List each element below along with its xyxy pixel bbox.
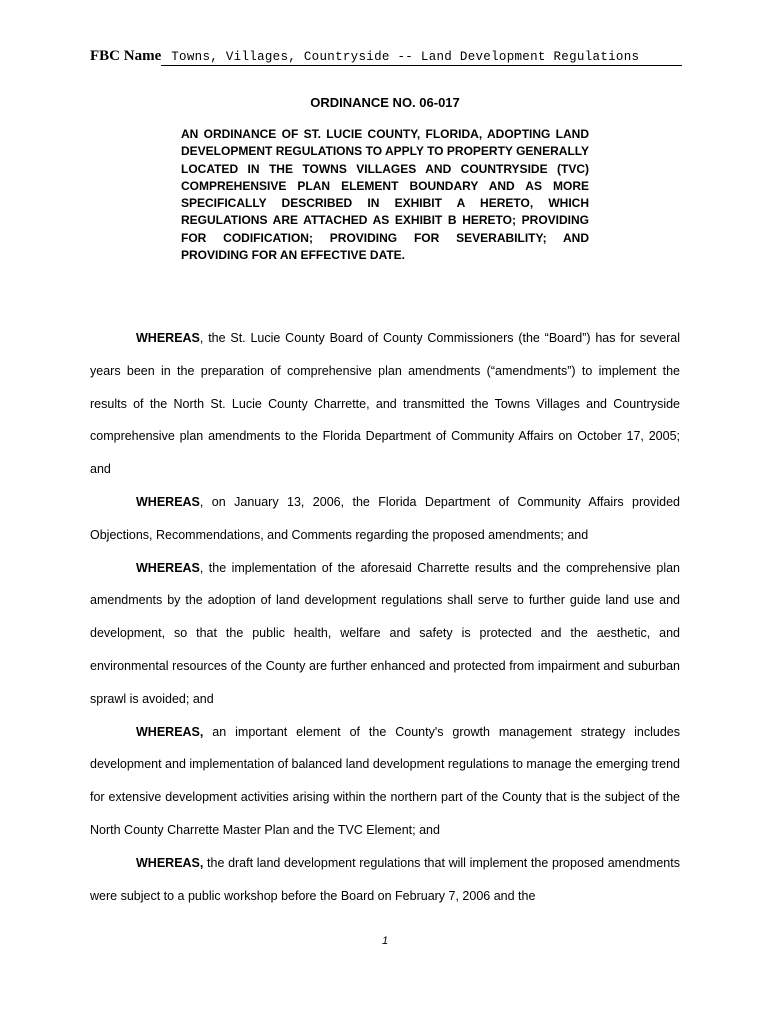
paragraph-lead: WHEREAS (136, 560, 200, 575)
whereas-paragraph (90, 322, 680, 486)
document-header (90, 46, 682, 66)
whereas-paragraph (90, 847, 680, 913)
paragraph-text: an important element of the County's growth management strategy includes development and implementation of balanced land development regulations to manage the emerging trend for extensive development activities arising within the northern part of the County that is the subject of the North County Charrette Master Plan and the TVC Element; and (90, 724, 680, 837)
page-number: 1 (381, 935, 389, 947)
paragraph-text: , the implementation of the aforesaid Charrette results and the comprehensive plan amendments by the adoption of land development regulations shall serve to further guide land use and development, so that the public health, welfare and safety is protected and the aesthetic, and environmental resources of the County are further enhanced and protected from impairment and suburban sprawl is avoided; and (90, 560, 680, 706)
paragraph-lead: WHEREAS, (136, 724, 204, 739)
paragraph-lead: WHEREAS (136, 494, 200, 509)
whereas-paragraph (90, 486, 680, 552)
ordinance-title: AN ORDINANCE OF ST. LUCIE COUNTY, FLORIDA, ADOPTING LAND DEVELOPMENT REGULATIONS TO APPLY TO PROPERTY GENERALLY LOCATED IN THE TOWNS VILLAGES AND COUNTRYSIDE (TVC) COMPREHENSIVE PLAN ELEMENT BOUNDARY AND AS MORE SPECIFICALLY DESCRIBED IN EXHIBIT A HERETO, WHICH REGULATIONS ARE ATTACHED AS EXHIBIT B HERETO; PROVIDING FOR CODIFICATION; PROVIDING FOR SEVERABILITY; AND PROVIDING FOR AN EFFECTIVE DATE. (181, 127, 589, 263)
header-value: Towns, Villages, Countryside -- Land Development Regulations (161, 49, 682, 66)
paragraph-text: the draft land development regulations that will implement the proposed amendments were subject to a public workshop before the Board on February 7, 2006 and the (90, 855, 680, 903)
ordinance-body (90, 322, 680, 912)
paragraph-text: , the St. Lucie County Board of County Commissioners (the “Board”) has for several years been in the preparation of comprehensive plan amendments (“amendments”) to implement the results of the North St. Lucie County Charrette, and transmitted the Towns Villages and Countryside comprehensive plan amendments to the Florida Department of Community Affairs on October 17, 2005; and (90, 331, 680, 477)
whereas-paragraph (90, 716, 680, 847)
paragraph-lead: WHEREAS, (136, 855, 204, 870)
paragraph-lead: WHEREAS (136, 331, 200, 345)
header-label: FBC Name (90, 48, 162, 64)
paragraph-text: , on January 13, 2006, the Florida Department of Community Affairs provided Objections, Recommendations, and Comments regarding the proposed amendments; and (90, 494, 680, 542)
ordinance-number: ORDINANCE NO. 06-017 (310, 95, 460, 110)
whereas-paragraph (90, 552, 680, 716)
